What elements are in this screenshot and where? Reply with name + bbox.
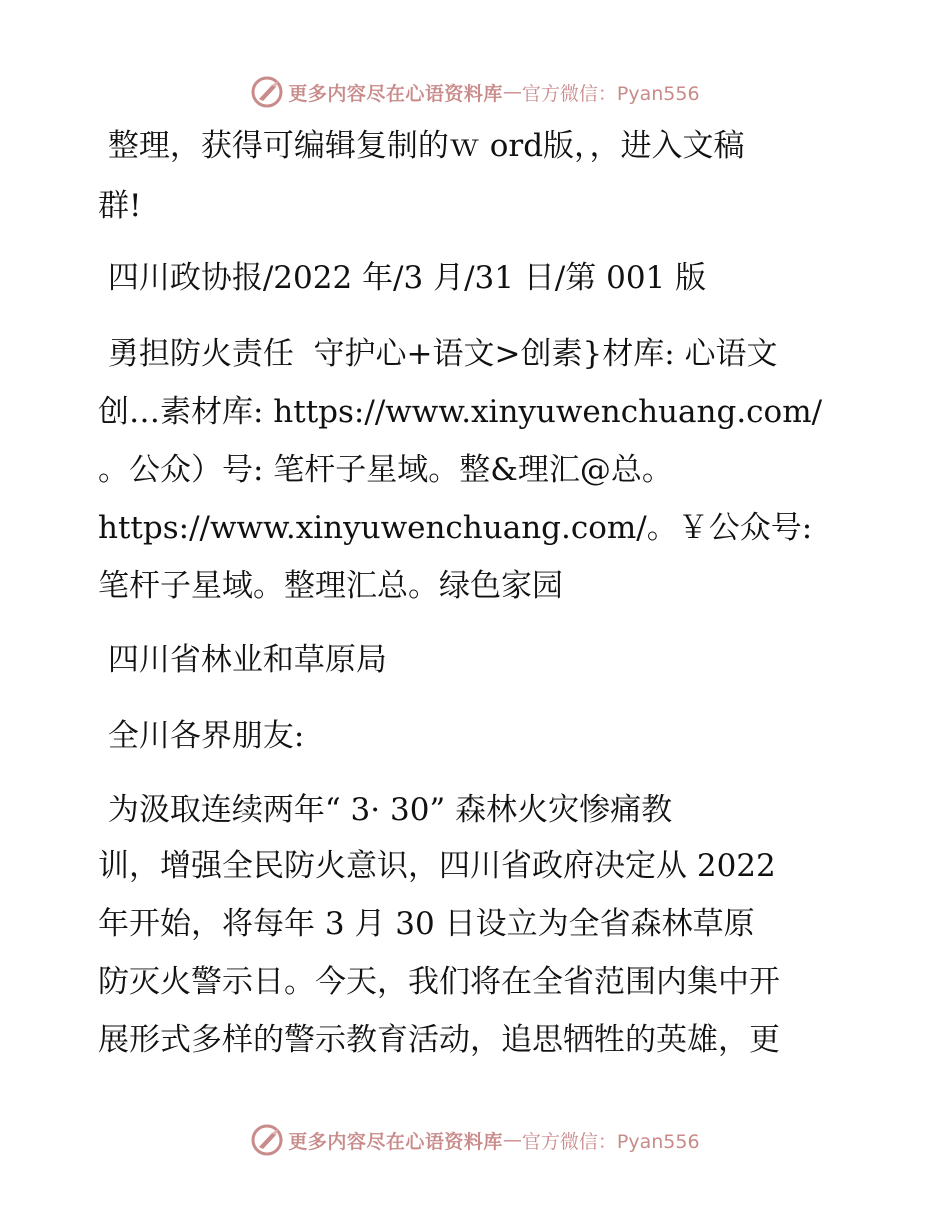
watermark-main-text: 更多内容尽在心语资料库 — [288, 82, 503, 105]
watermark-wechat-text: 官方微信：Pyan556 — [521, 82, 700, 105]
brand-logo-icon — [250, 75, 284, 109]
publication-line: 四川政协报/2022 年/3 月/31 日/第 001 版 — [98, 260, 707, 296]
salutation-line: 全川各界朋友: — [98, 718, 305, 754]
watermark-dash: — — [502, 1129, 522, 1151]
text-line: 整理，获得可编辑复制的ｗ ord版，，进入文稿 — [98, 128, 745, 164]
author-line: 四川省林业和草原局 — [98, 642, 387, 678]
brand-logo-icon — [250, 1123, 284, 1157]
paragraph-line: 展形式多样的警示教育活动，追思牺牲的英雄，更 — [98, 1022, 780, 1058]
text-line: 群! — [98, 188, 142, 224]
paragraph-line: 年开始，将每年 3 月 30 日设立为全省森林草原 — [98, 906, 755, 942]
header-watermark — [0, 72, 950, 112]
paragraph-line: 训，增强全民防火意识，四川省政府决定从 2022 — [98, 848, 776, 884]
text-line: 。公众）号: 笔杆子星域。整&理汇@总。 — [98, 452, 673, 488]
watermark-main-text: 更多内容尽在心语资料库 — [288, 1130, 503, 1153]
text-line: https://www.xinyuwenchuang.com/。￥公众号: — [98, 510, 813, 546]
watermark-wechat-text: 官方微信：Pyan556 — [521, 1130, 700, 1153]
text-line: 笔杆子星域。整理汇总。绿色家园 — [98, 568, 563, 604]
article-title-line: 勇担防火责任 守护心+语文>创素}材库: 心语文 — [98, 336, 778, 372]
watermark-dash: — — [502, 81, 522, 103]
text-line: 创…素材库: https://www.xinyuwenchuang.com/ — [98, 394, 823, 430]
paragraph-line: 防灭火警示日。今天，我们将在全省范围内集中开 — [98, 964, 780, 1000]
paragraph-line: 为汲取连续两年“ 3· 30” 森林火灾惨痛教 — [98, 792, 673, 828]
footer-watermark — [0, 1120, 950, 1160]
